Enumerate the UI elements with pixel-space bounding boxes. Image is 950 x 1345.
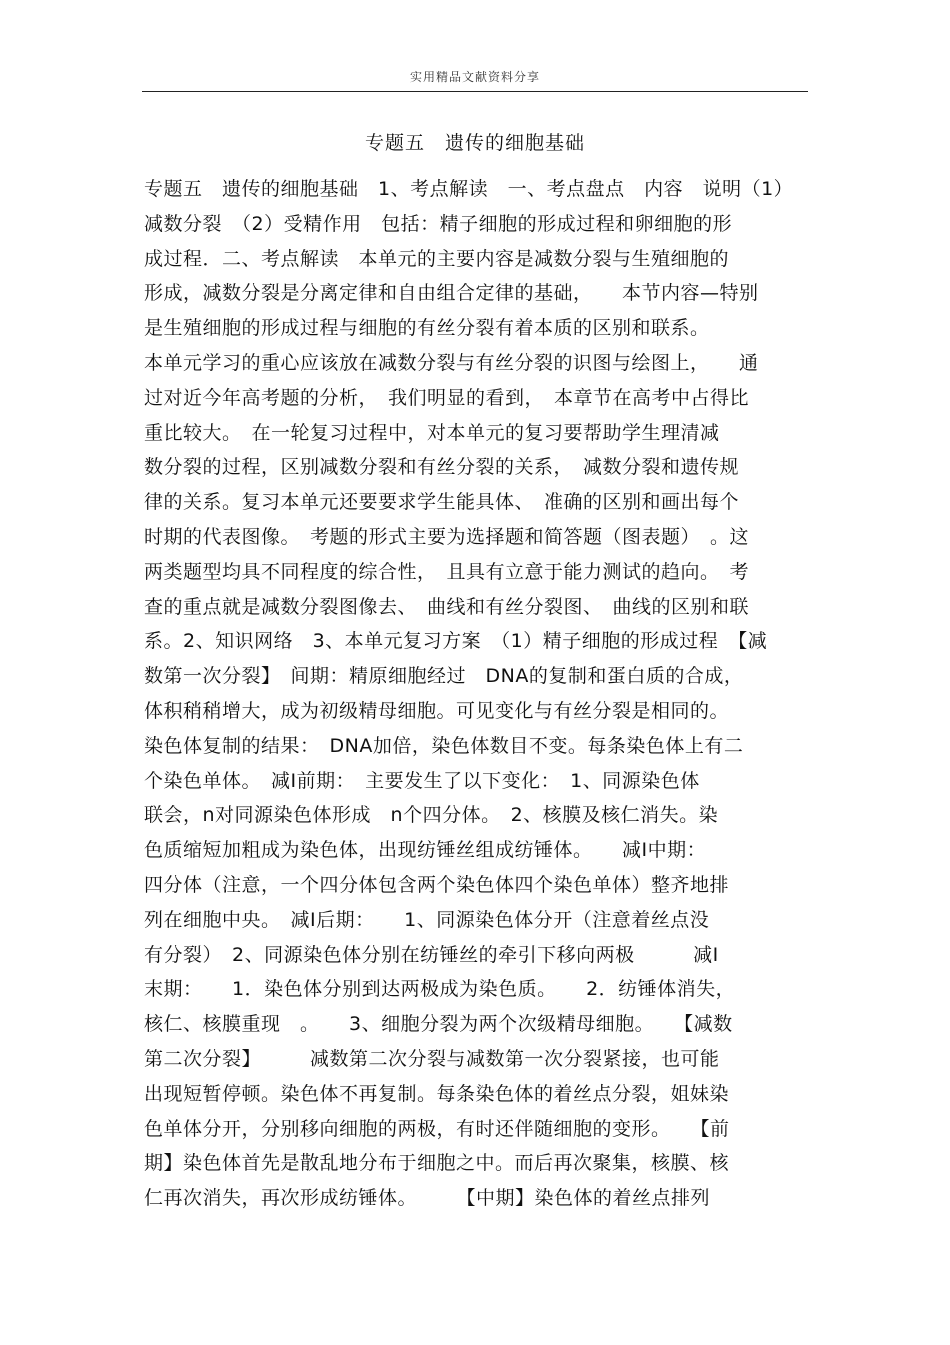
text-line: 期】染色体首先是散乱地分布于细胞之中。而后再次聚集，核膜、核 [144,1152,730,1175]
text-line: 数分裂的过程，区别减数分裂和有丝分裂的关系， 减数分裂和遗传规 [144,456,740,479]
text-line: 联会，n对同源染色体形成 n个四分体。 2、核膜及核仁消失。染 [144,804,719,827]
text-line: 末期： 1．染色体分别到达两极成为染色质。 2．纺锤体消失， [144,978,736,1001]
text-line: 过对近今年高考题的分析， 我们明显的看到， 本章节在高考中占得比 [144,386,750,409]
text-line: 色单体分开，分别移向细胞的两极，有时还伴随细胞的变形。 【前 [144,1117,730,1140]
text-line: 仁再次消失，再次形成纺锤体。 【中期】染色体的着丝点排列 [144,1187,711,1210]
text-line: 出现短暂停顿。染色体不再复制。每条染色体的着丝点分裂，姐妹染 [144,1082,730,1105]
page-header: 实用精品文献资料分享 [409,70,540,84]
text-line: 色质缩短加粗成为染色体，出现纺锤丝组成纺锤体。 减Ⅰ中期： [144,839,707,862]
text-line: 第二次分裂】 减数第二次分裂与减数第一次分裂紧接，也可能 [144,1047,720,1070]
text-line: 个染色单体。 减Ⅰ前期： 主要发生了以下变化： 1、同源染色体 [144,769,700,792]
text-line: 两类题型均具不同程度的综合性， 且具有立意于能力测试的趋向。 考 [144,560,750,583]
text-line: 成过程．二、考点解读 本单元的主要内容是减数分裂与生殖细胞的 [144,247,730,270]
text-line: 核仁、核膜重现 。 3、细胞分裂为两个次级精母细胞。 【减数 [144,1013,733,1036]
text-line: 是生殖细胞的形成过程与细胞的有丝分裂有着本质的区别和联系。 [144,317,710,340]
document-body [144,172,810,1216]
text-line: 系。2、知识网络 3、本单元复习方案 （1）精子细胞的形成过程 【减 [144,630,768,653]
text-line: 重比较大。 在一轮复习过程中，对本单元的复习要帮助学生理清减 [144,421,720,444]
text-line: 染色体复制的结果： DNA加倍，染色体数目不变。每条染色体上有二 [144,734,744,757]
text-line: 时期的代表图像。 考题的形式主要为选择题和简答题（图表题） 。这 [144,525,750,548]
text-line: 四分体（注意，一个四分体包含两个染色体四个染色单体）整齐地排 [144,873,730,896]
text-line: 律的关系。复习本单元还要要求学生能具体、 准确的区别和画出每个 [144,491,740,514]
text-line: 本单元学习的重心应该放在减数分裂与有丝分裂的识图与绘图上， 通 [144,351,759,374]
text-line: 减数分裂 （2）受精作用 包括：精子细胞的形成过程和卵细胞的形 [144,212,733,235]
text-line: 数第一次分裂】 间期：精原细胞经过 DNA的复制和蛋白质的合成， [144,665,744,688]
text-line: 有分裂） 2、同源染色体分别在纺锤丝的牵引下移向两极 减Ⅰ [144,943,719,966]
header-divider [142,91,808,92]
text-line: 列在细胞中央。 减Ⅰ后期： 1、同源染色体分开（注意着丝点没 [144,908,710,931]
document-title: 专题五 遗传的细胞基础 [364,132,585,154]
text-line: 体积稍稍增大，成为初级精母细胞。可见变化与有丝分裂是相同的。 [144,699,730,722]
text-line: 专题五 遗传的细胞基础 1、考点解读 一、考点盘点 内容 说明（1） [144,178,794,200]
text-line: 形成，减数分裂是分离定律和自由组合定律的基础， 本节内容—特别 [144,282,759,305]
text-line: 查的重点就是减数分裂图像去、 曲线和有丝分裂图、 曲线的区别和联 [144,595,750,618]
